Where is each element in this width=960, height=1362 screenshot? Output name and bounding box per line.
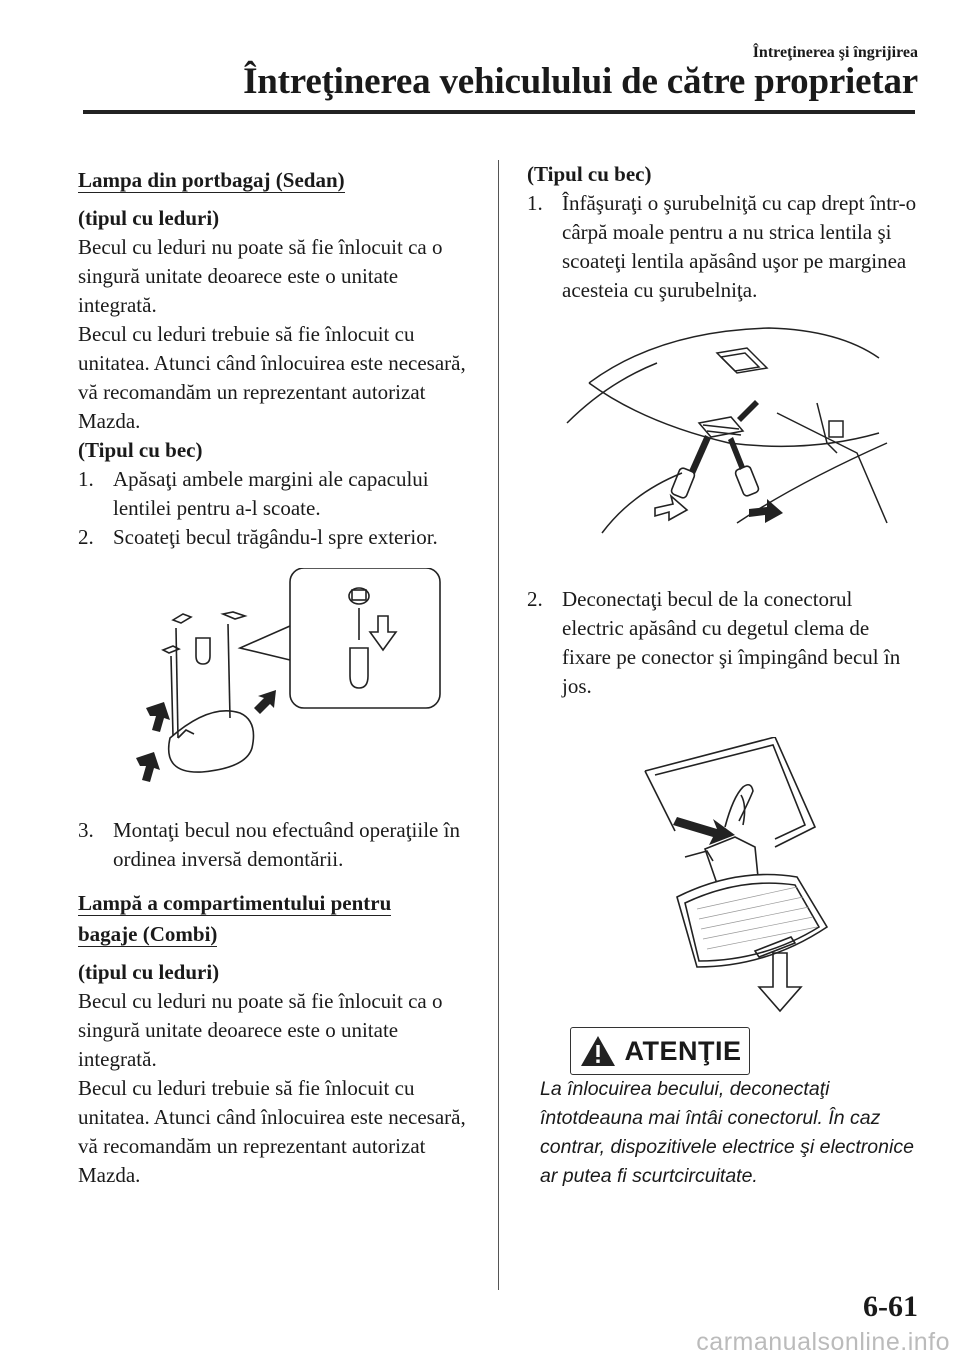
caution-box <box>527 1027 917 1191</box>
paragraph: Becul cu leduri trebuie să fie înlocuit cu unitatea. Atunci când înlocuirea este necesară, vă recomandăm un reprezentant autorizat Mazda. <box>78 1076 466 1187</box>
subheading-led-type: (tipul cu leduri) <box>78 206 220 230</box>
list-item: 1. Apăsaţi ambele margini ale capacului lentilei pentru a-l scoate. <box>78 467 429 520</box>
watermark-footer[interactable]: carmanualsonline.info <box>696 1328 950 1356</box>
section-title-sedan-trunk-lamp: Lampa din portbagaj (Sedan) <box>78 168 345 192</box>
page-title: Întreţinerea vehiculului de către proprietar <box>243 61 918 102</box>
warning-triangle-icon <box>579 1034 617 1068</box>
page-number: 6-61 <box>863 1290 918 1323</box>
illustration-lens-removal <box>78 568 478 808</box>
subheading-bulb-type: (Tipul cu bec) <box>78 438 203 462</box>
right-column <box>527 160 917 1191</box>
list-item: 2. Scoateţi becul trăgându-l spre exterior. <box>78 525 438 549</box>
paragraph: Becul cu leduri nu poate să fie înlocuit ca o singură unitate deoarece este o unitate integrată. <box>78 989 443 1071</box>
illustration-bulb-connector <box>527 737 917 1017</box>
caution-label: ATENŢIE <box>624 1035 742 1066</box>
list-item: 3. Montaţi becul nou efectuând operaţiile în ordinea inversă demontării. <box>78 818 460 871</box>
caution-text: La înlocuirea becului, deconectaţi întotdeauna mai întâi conectorul. În caz contrar, dispozitivele electrice şi electronice ar putea fi scurtcircuitate. <box>540 1078 914 1187</box>
column-divider <box>498 160 499 1290</box>
section-title-combi-lamp: Lampă a compartimentului pentru <box>78 891 392 915</box>
list-item: 2. Deconectaţi becul de la conectorul electric apăsând cu degetul clema de fixare pe conector şi împingând becul în jos. <box>527 587 901 698</box>
header-section-label: Întreţinerea şi îngrijirea <box>752 44 918 61</box>
paragraph: Becul cu leduri nu poate să fie înlocuit ca o singură unitate deoarece este o unitate integrată. <box>78 235 443 317</box>
section-title-combi-lamp-line2: bagaje (Combi) <box>78 922 218 946</box>
list-item: 1. Înfăşuraţi o şurubelniţă cu cap drept într-o cârpă moale pentru a nu strica lentila şi scoateţi lentila apăsând uşor pe marginea acesteia cu şurubelniţa. <box>527 191 917 302</box>
subheading-led-type: (tipul cu leduri) <box>78 960 220 984</box>
caution-badge <box>570 1027 750 1075</box>
illustration-screwdriver-lens <box>527 323 917 563</box>
subheading-bulb-type: (Tipul cu bec) <box>527 162 652 186</box>
header-rule <box>83 110 915 114</box>
paragraph: Becul cu leduri trebuie să fie înlocuit cu unitatea. Atunci când înlocuirea este necesară, vă recomandăm un reprezentant autorizat Mazda. <box>78 322 466 433</box>
left-column <box>78 165 478 1190</box>
